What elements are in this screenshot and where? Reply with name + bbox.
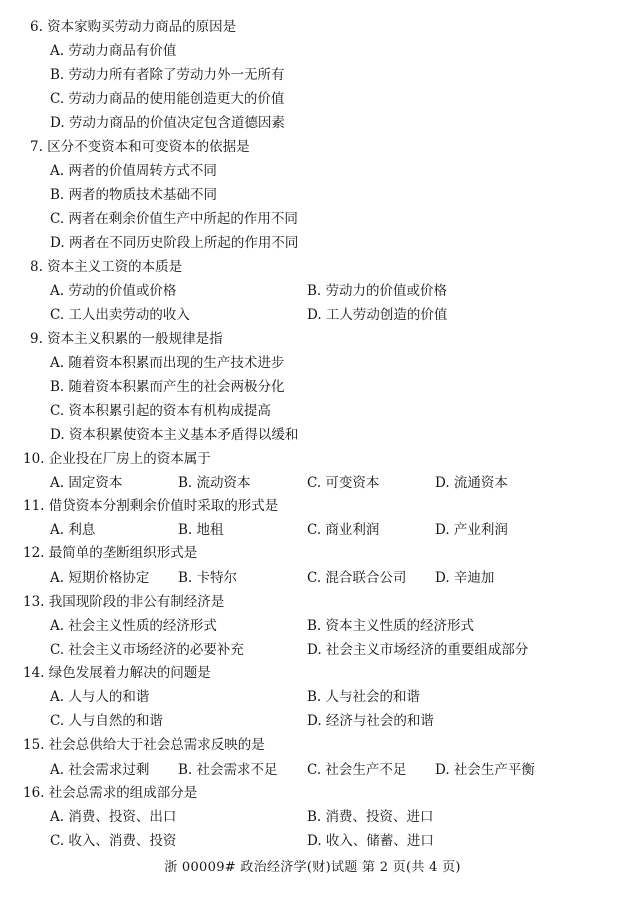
option-c: C. 社会生产不足: [307, 762, 407, 778]
question-stem: 13. 我国现阶段的非公有制经济是: [23, 594, 225, 610]
option-a: A. 利息: [50, 522, 96, 538]
option-d: D. 资本积累使资本主义基本矛盾得以缓和: [50, 427, 299, 443]
option-d: D. 社会生产平衡: [435, 762, 535, 778]
option-b: B. 劳动力的价值或价格: [307, 283, 448, 299]
option-c: C. 两者在剩余价值生产中所起的作用不同: [50, 211, 298, 227]
option-d: D. 流通资本: [435, 475, 508, 491]
option-b: B. 流动资本: [178, 475, 251, 491]
option-d: D. 经济与社会的和谐: [307, 713, 434, 729]
option-b: B. 随着资本积累而产生的社会两极分化: [50, 379, 285, 395]
option-a: A. 消费、投资、出口: [50, 809, 177, 825]
question-stem: 15. 社会总供给大于社会总需求反映的是: [23, 737, 265, 753]
option-b: B. 两者的物质技术基础不同: [50, 187, 218, 203]
option-a: A. 社会需求过剩: [50, 762, 150, 778]
option-a: A. 劳动的价值或价格: [50, 283, 177, 299]
question-stem: 16. 社会总需求的组成部分是: [23, 785, 198, 801]
option-c: C. 社会主义市场经济的必要补充: [50, 642, 244, 658]
question-stem: 8. 资本主义工资的本质是: [30, 259, 183, 275]
question-stem: 9. 资本主义积累的一般规律是指: [30, 331, 223, 347]
option-b: B. 劳动力所有者除了劳动力外一无所有: [50, 67, 285, 83]
option-b: B. 人与社会的和谐: [307, 689, 421, 705]
option-a: A. 短期价格协定: [50, 570, 150, 586]
option-c: C. 收入、消费、投资: [50, 833, 177, 849]
question-stem: 10. 企业投在厂房上的资本属于: [23, 451, 211, 467]
question-stem: 11. 借贷资本分割剩余价值时采取的形式是: [23, 498, 279, 514]
option-a: A. 劳动力商品有价值: [50, 43, 177, 59]
option-b: B. 资本主义性质的经济形式: [307, 618, 475, 634]
option-d: D. 收入、储蓄、进口: [307, 833, 434, 849]
option-a: A. 固定资本: [50, 475, 123, 491]
option-a: A. 两者的价值周转方式不同: [50, 163, 217, 179]
option-b: B. 社会需求不足: [178, 762, 278, 778]
option-d: D. 社会主义市场经济的重要组成部分: [307, 642, 529, 658]
question-stem: 14. 绿色发展着力解决的问题是: [23, 665, 211, 681]
option-c: C. 劳动力商品的使用能创造更大的价值: [50, 91, 285, 107]
option-d: D. 两者在不同历史阶段上所起的作用不同: [50, 235, 299, 251]
option-a: A. 随着资本积累而出现的生产技术进步: [50, 355, 285, 371]
page-footer: 浙 00009# 政治经济学(财)试题 第 2 页(共 4 页): [164, 860, 461, 875]
option-c: C. 可变资本: [307, 475, 380, 491]
question-stem: 12. 最简单的垄断组织形式是: [23, 545, 198, 561]
option-c: C. 人与自然的和谐: [50, 713, 163, 729]
option-d: D. 工人劳动创造的价值: [307, 307, 448, 323]
question-stem: 7. 区分不变资本和可变资本的依据是: [30, 139, 250, 155]
option-c: C. 工人出卖劳动的收入: [50, 307, 190, 323]
option-d: D. 辛迪加: [435, 570, 495, 586]
option-c: C. 混合联合公司: [307, 570, 407, 586]
option-b: B. 消费、投资、进口: [307, 809, 434, 825]
question-stem: 6. 资本家购买劳动力商品的原因是: [30, 19, 237, 35]
option-b: B. 地租: [178, 522, 224, 538]
option-a: A. 社会主义性质的经济形式: [50, 618, 217, 634]
option-a: A. 人与人的和谐: [50, 689, 150, 705]
option-b: B. 卡特尔: [178, 570, 238, 586]
option-c: C. 商业利润: [307, 522, 380, 538]
option-d: D. 劳动力商品的价值决定包含道德因素: [50, 115, 285, 131]
option-c: C. 资本积累引起的资本有机构成提高: [50, 403, 271, 419]
option-d: D. 产业利润: [435, 522, 508, 538]
